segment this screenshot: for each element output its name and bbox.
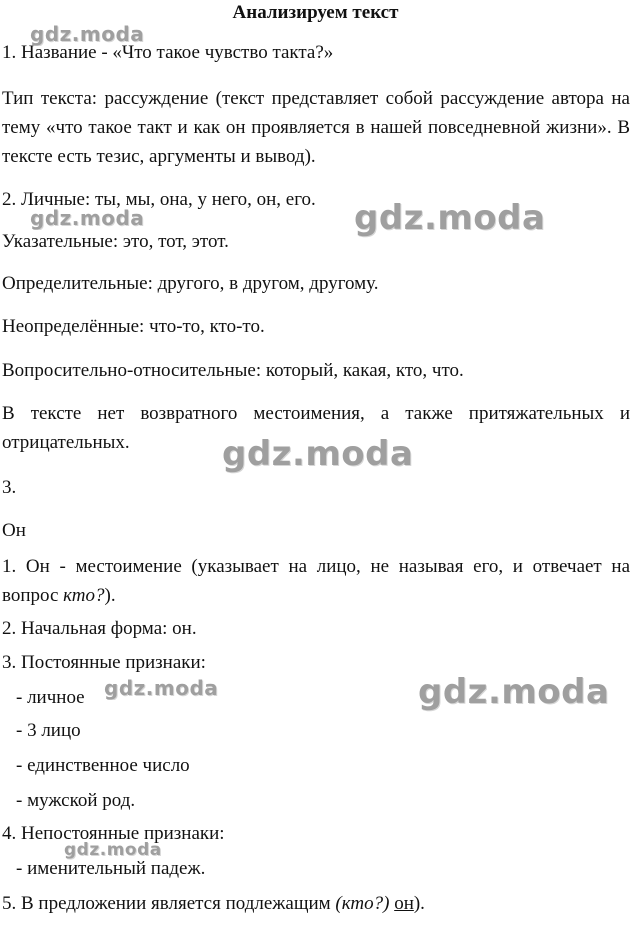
analysis-point-1-end: ). bbox=[104, 585, 116, 606]
watermark: gdz.moda bbox=[354, 198, 546, 238]
feature-third-person: - 3 лицо bbox=[16, 720, 81, 741]
feature-singular: - единственное число bbox=[16, 755, 190, 776]
personal-pronouns: 2. Личные: ты, мы, она, у него, он, его. bbox=[2, 189, 316, 210]
question-kto: кто? bbox=[63, 585, 105, 606]
page-title: Анализируем текст bbox=[232, 2, 399, 23]
text-type-paragraph: Тип текста: рассуждение (текст представляет собой рассуждение автора на тему «что такое такт и как он проявляется в нашей повседневной жизни». В тексте есть тезис, аргументы и вывод). bbox=[2, 88, 630, 167]
analyzed-word: Он bbox=[2, 520, 26, 541]
watermark: gdz.moda bbox=[104, 676, 219, 700]
feature-nominative: - именительный падеж. bbox=[16, 858, 206, 879]
subject-word: он bbox=[394, 893, 414, 914]
analysis-point-1-text: 1. Он - местоимение (указывает на лицо, не называя его, и отвечает на вопрос bbox=[2, 556, 630, 606]
absence-note: В тексте нет возвратного местоимения, а также притяжательных и отрицательных. bbox=[2, 403, 630, 453]
item-3-label: 3. bbox=[2, 477, 17, 498]
analysis-point-4: 4. Непостоянные признаки: bbox=[2, 823, 225, 844]
watermark: gdz.moda bbox=[30, 22, 145, 46]
analysis-point-5-end: ). bbox=[413, 893, 425, 914]
item-1-title: 1. Название - «Что такое чувство такта?» bbox=[2, 42, 334, 63]
feature-masculine: - мужской род. bbox=[16, 790, 136, 811]
analysis-point-5 bbox=[2, 889, 629, 918]
watermark: gdz.moda bbox=[64, 840, 162, 860]
definitive-pronouns: Определительные: другого, в другом, другому. bbox=[2, 273, 379, 294]
watermark: gdz.moda bbox=[222, 434, 414, 474]
feature-personal: - личное bbox=[16, 687, 85, 708]
analysis-point-3: 3. Постоянные признаки: bbox=[2, 652, 206, 673]
question-kto-parenthesized: (кто?) bbox=[335, 893, 390, 914]
interrogative-pronouns: Вопросительно-относительные: который, какая, кто, что. bbox=[2, 360, 464, 381]
watermark: gdz.moda bbox=[30, 206, 145, 230]
analysis-point-1 bbox=[2, 552, 630, 610]
analysis-point-5-text: 5. В предложении является подлежащим bbox=[2, 893, 336, 914]
indefinite-pronouns: Неопределённые: что-то, кто-то. bbox=[2, 316, 265, 337]
demonstrative-pronouns: Указательные: это, тот, этот. bbox=[2, 231, 229, 252]
analysis-point-2: 2. Начальная форма: он. bbox=[2, 618, 197, 639]
watermark: gdz.moda bbox=[418, 672, 610, 712]
